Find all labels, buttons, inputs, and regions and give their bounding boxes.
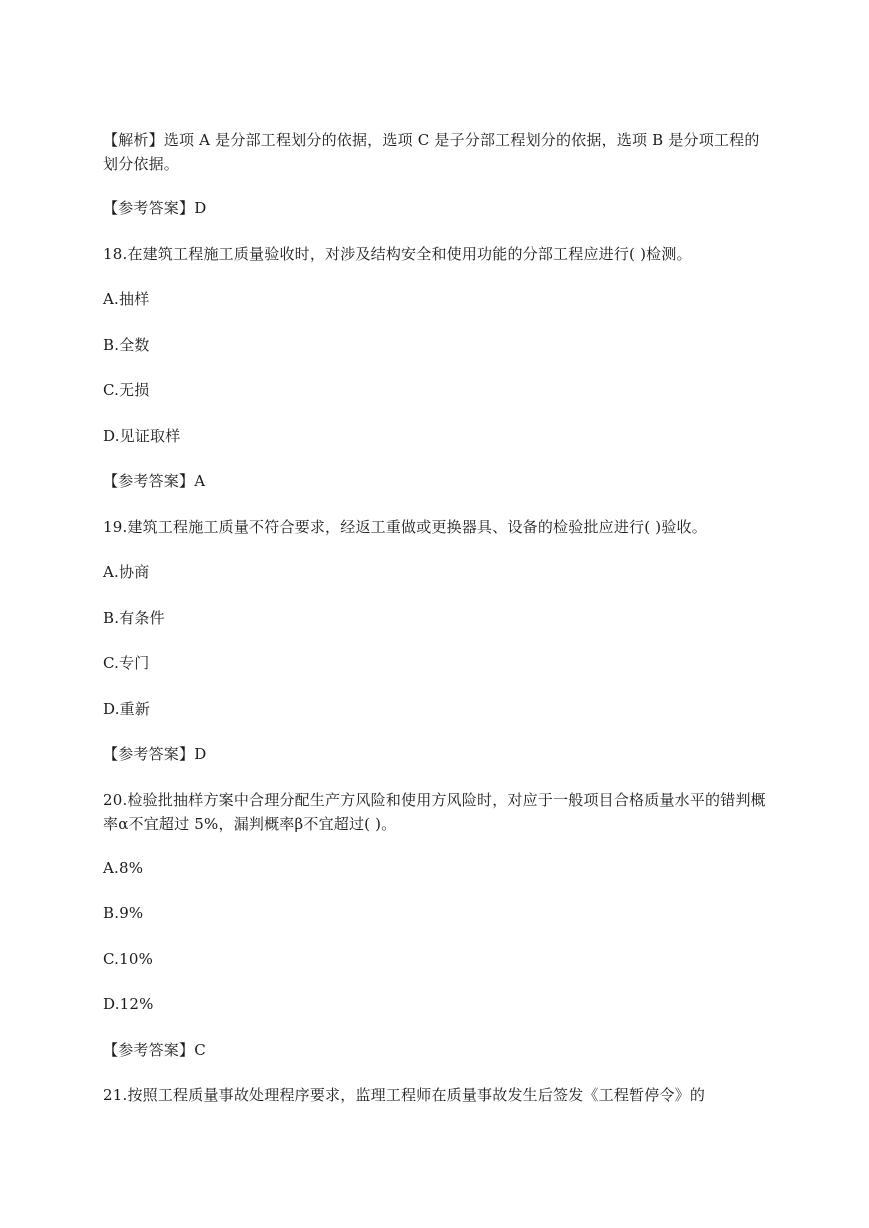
answer-line: 【参考答案】C <box>103 1041 206 1059</box>
option-a: A.协商 <box>103 563 150 581</box>
option-a: A.抽样 <box>103 290 150 308</box>
question-20: 20.检验批抽样方案中合理分配生产方风险和使用方风险时，对应于一般项目合格质量水平的错判概率α不宜超过 5%，漏判概率β不宜超过( )。 <box>103 791 766 833</box>
option-d: D.12% <box>103 995 154 1013</box>
option-b: B.全数 <box>103 336 150 354</box>
question-18: 18.在建筑工程施工质量验收时，对涉及结构安全和使用功能的分部工程应进行( )检测。 <box>103 245 692 263</box>
option-c: C.无损 <box>103 381 150 399</box>
question-21: 21.按照工程质量事故处理程序要求，监理工程师在质量事故发生后签发《工程暂停令》的 <box>103 1086 706 1104</box>
option-b: B.9% <box>103 904 144 922</box>
option-c: C.专门 <box>103 654 150 672</box>
question-19: 19.建筑工程施工质量不符合要求，经返工重做或更换器具、设备的检验批应进行( )验收。 <box>103 518 707 536</box>
analysis-paragraph: 【解析】选项 A 是分部工程划分的依据，选项 C 是子分部工程划分的依据，选项 B 是分项工程的划分依据。 <box>103 131 760 173</box>
answer-line: 【参考答案】D <box>103 745 207 763</box>
answer-line: 【参考答案】A <box>103 472 206 490</box>
option-a: A.8% <box>103 859 144 877</box>
option-d: D.重新 <box>103 700 151 718</box>
option-c: C.10% <box>103 950 154 968</box>
answer-line: 【参考答案】D <box>103 199 207 217</box>
option-d: D.见证取样 <box>103 427 181 445</box>
option-b: B.有条件 <box>103 609 165 627</box>
